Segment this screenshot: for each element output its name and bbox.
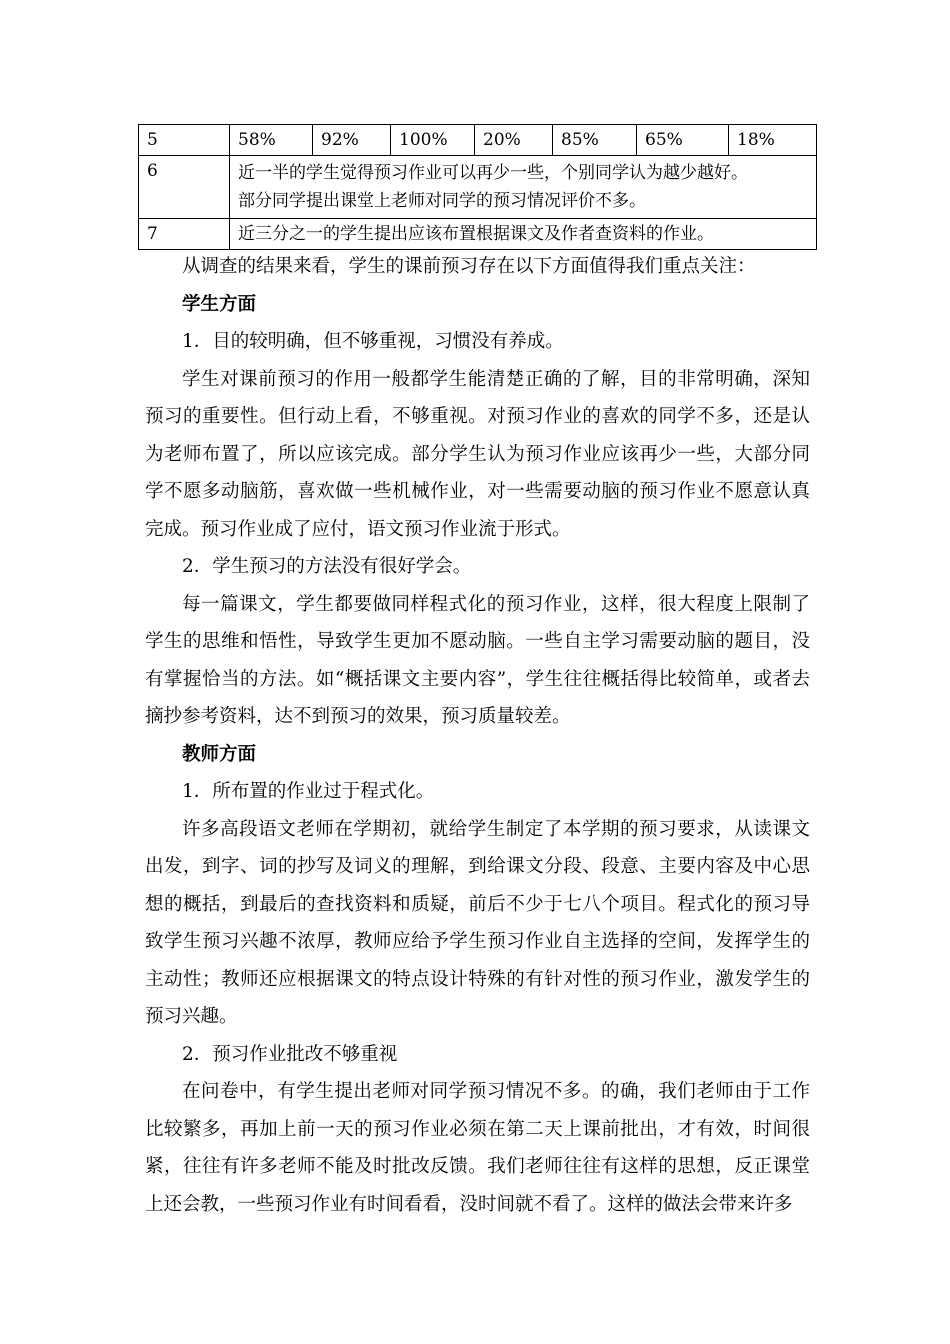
cell-line: 近一半的学生觉得预习作业可以再少一些，个别同学认为越少越好。 xyxy=(238,163,748,183)
table-cell: 100% xyxy=(391,125,475,156)
subheading: 2．学生预习的方法没有很好学会。 xyxy=(182,556,472,577)
table-cell: 18% xyxy=(729,125,817,156)
paragraph: 学生对课前预习的作用一般都学生能清楚正确的了解，目的非常明确，深知预习的重要性。但行动上看，不够重视。对预习作业的喜欢的同学不多，还是认为老师布置了，所以应该完成。部分学生认为预习作业应该再少一些，大部分同学不愿多动脑筋，喜欢做一些机械作业，对一些需要动脑的预习作业不愿意认真完成。预习作业成了应付，语文预习作业流于形式。 xyxy=(145,368,810,540)
subheading: 2．预习作业批改不够重视 xyxy=(182,1043,398,1065)
table-cell: 92% xyxy=(313,125,391,156)
body-text xyxy=(145,248,810,1223)
table-cell: 58% xyxy=(230,125,313,156)
table-cell: 85% xyxy=(553,125,637,156)
section-heading-teachers: 教师方面 xyxy=(182,743,257,765)
section-heading-students: 学生方面 xyxy=(182,293,257,315)
survey-results-table xyxy=(138,124,817,250)
table-cell: 近三分之一的学生提出应该布置根据课文及作者查资料的作业。 xyxy=(230,219,817,250)
paragraph: 每一篇课文，学生都要做同样程式化的预习作业，这样，很大程度上限制了学生的思维和悟性，导致学生更加不愿动脑。一些自主学习需要动脑的题目，没有掌握恰当的方法。如“概括课文主要内容”，学生往往概括得比较简单，或者去摘抄参考资料，达不到预习的效果，预习质量较差。 xyxy=(145,593,810,727)
table-row xyxy=(139,219,817,250)
paragraph: 许多高段语文老师在学期初，就给学生制定了本学期的预习要求，从读课文出发，到字、词的抄写及词义的理解，到给课文分段、段意、主要内容及中心思想的概括，到最后的查找资料和质疑，前后不少于七八个项目。程式化的预习导致学生预习兴趣不浓厚，教师应给予学生预习作业自主选择的空间，发挥学生的主动性；教师还应根据课文的特点设计特殊的有针对性的预习作业，激发学生的预习兴趣。 xyxy=(145,818,810,1027)
row-number: 5 xyxy=(139,125,230,156)
paragraph: 在问卷中，有学生提出老师对同学预习情况不多。的确，我们老师由于工作比较繁多，再加上前一天的预习作业必须在第二天上课前批出，才有效，时间很紧，往往有许多老师不能及时批改反馈。我们老师往往有这样的思想，反正课堂上还会教，一些预习作业有时间看看，没时间就不看了。这样的做法会带来许多 xyxy=(145,1081,810,1215)
cell-line: 部分同学提出课堂上老师对同学的预习情况评价不多。 xyxy=(238,191,646,211)
row-number: 7 xyxy=(139,219,230,250)
table-row xyxy=(139,125,817,156)
table-cell: 65% xyxy=(637,125,729,156)
subheading: 1．所布置的作业过于程式化。 xyxy=(182,781,435,802)
row-number: 6 xyxy=(139,156,230,219)
table-row xyxy=(139,156,817,219)
subheading: 1．目的较明确，但不够重视，习惯没有养成。 xyxy=(182,331,564,352)
table-cell xyxy=(230,156,817,219)
intro-paragraph: 从调查的结果来看，学生的课前预习存在以下方面值得我们重点关注： xyxy=(182,256,756,277)
table-cell: 20% xyxy=(475,125,553,156)
